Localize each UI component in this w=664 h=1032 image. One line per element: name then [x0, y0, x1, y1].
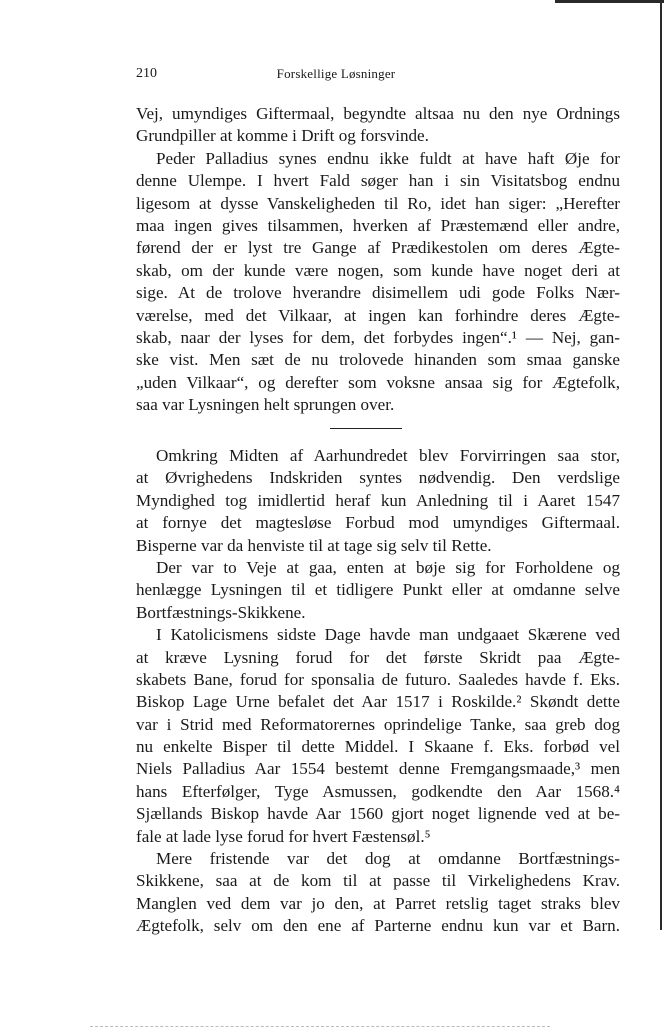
text-line: Bisperne var da henviste til at tage sig selv til Rette. [136, 535, 492, 555]
section-divider [330, 428, 402, 429]
text-line: Grundpiller at komme i Drift og forsvinde. [136, 126, 429, 146]
text-line: Peder Palladius synes endnu ikke fuldt at have haft Øje for [156, 148, 620, 168]
running-title: Forskellige Løsninger [276, 66, 396, 81]
text-line: skabets Bane, forud for sponsalia de futuro. Saaledes havde f. Eks. [136, 669, 620, 689]
text-line: I Katolicismens sidste Dage havde man undgaaet Skærene ved [156, 625, 620, 645]
text-line: fale at lade lyse forud for hvert Fæstensøl.⁵ [136, 826, 431, 846]
text-line: Der var to Veje at gaa, enten at bøje sig for Forholdene og [156, 557, 620, 577]
text-line: „uden Vilkaar“, og derefter som voksne ansaa sig for Ægtefolk, [136, 372, 620, 392]
text-line: denne Ulempe. I hvert Fald søger han i sin Visitatsbog endnu [136, 171, 620, 191]
text-line: ske vist. Men sæt de nu trolovede hinanden som smaa ganske [136, 350, 620, 370]
scan-bottom-edge [90, 1026, 550, 1027]
text-line: Manglen ved dem var jo den, at Parret retslig taget straks blev [136, 893, 620, 913]
text-line: Bortfæstnings-Skikkene. [136, 602, 306, 622]
page-edge-shadow-top [555, 0, 664, 3]
text-line: skab, naar der lyses for dem, det forbydes ingen“.¹ — Nej, gan- [136, 327, 620, 347]
text-line: maa ingen gives tilsammen, hverken af Præstemænd eller andre, [136, 215, 620, 235]
text-line: ligesom at dysse Vanskeligheden til Ro, idet han siger: „Herefter [136, 193, 620, 213]
text-line: var i Strid med Reformatorernes oprindelige Tanke, saa greb dog [136, 714, 620, 734]
text-line: Ægtefolk, selv om den ene af Parterne endnu kun var et Barn. [136, 916, 620, 936]
text-line: Mere fristende var det dog at omdanne Bortfæstnings- [156, 849, 620, 869]
text-line: Omkring Midten af Aarhundredet blev Forvirringen saa stor, [156, 446, 620, 465]
text-line: Biskop Lage Urne befalet det Aar 1517 i Roskilde.² Skøndt dette [136, 692, 620, 712]
text-line: nu enkelte Bisper til dette Middel. I Skaane f. Eks. forbød vel [136, 737, 620, 757]
text-line: hans Efterfølger, Tyge Asmussen, godkendte den Aar 1568.⁴ [136, 781, 620, 801]
page-number: 210 [136, 66, 157, 81]
text-section-1 [136, 103, 620, 416]
page-header [136, 66, 536, 86]
text-line: førend der er lyst tre Gange af Prædikestolen om deres Ægte- [136, 238, 620, 258]
text-line: saa var Lysningen helt sprungen over. [136, 395, 395, 415]
text-line: Niels Palladius Aar 1554 bestemt denne Fremgangsmaade,³ men [136, 759, 620, 779]
text-line: Sjællands Biskop havde Aar 1560 gjort noget lignende ved at be- [136, 804, 620, 824]
text-line: at fornye det magtesløse Forbud mod umyndiges Giftermaal. [136, 513, 620, 533]
text-line: at Øvrighedens Indskriden syntes nødvendig. Den verdslige [136, 468, 620, 488]
text-line: sige. At de trolove hverandre disimellem udi gode Folks Nær- [136, 283, 620, 303]
text-section-2 [136, 445, 620, 938]
text-line: Vej, umyndiges Giftermaal, begyndte altsaa nu den nye Ordnings [136, 104, 620, 123]
text-line: at kræve Lysning forud for det første Skridt paa Ægte- [136, 647, 620, 667]
text-line: skab, om der kunde være nogen, som kunde have noget deri at [136, 260, 620, 280]
text-line: værelse, med det Vilkaar, at ingen kan forhindre deres Ægte- [136, 305, 620, 325]
text-line: Skikkene, saa at de kom til at passe til Virkelighedens Krav. [136, 871, 620, 891]
text-line: henlægge Lysningen til et tidligere Punkt eller at omdanne selve [136, 580, 620, 600]
text-line: Myndighed tog imidlertid heraf kun Anledning til i Aaret 1547 [136, 490, 620, 510]
page-edge-shadow-right [660, 0, 662, 930]
